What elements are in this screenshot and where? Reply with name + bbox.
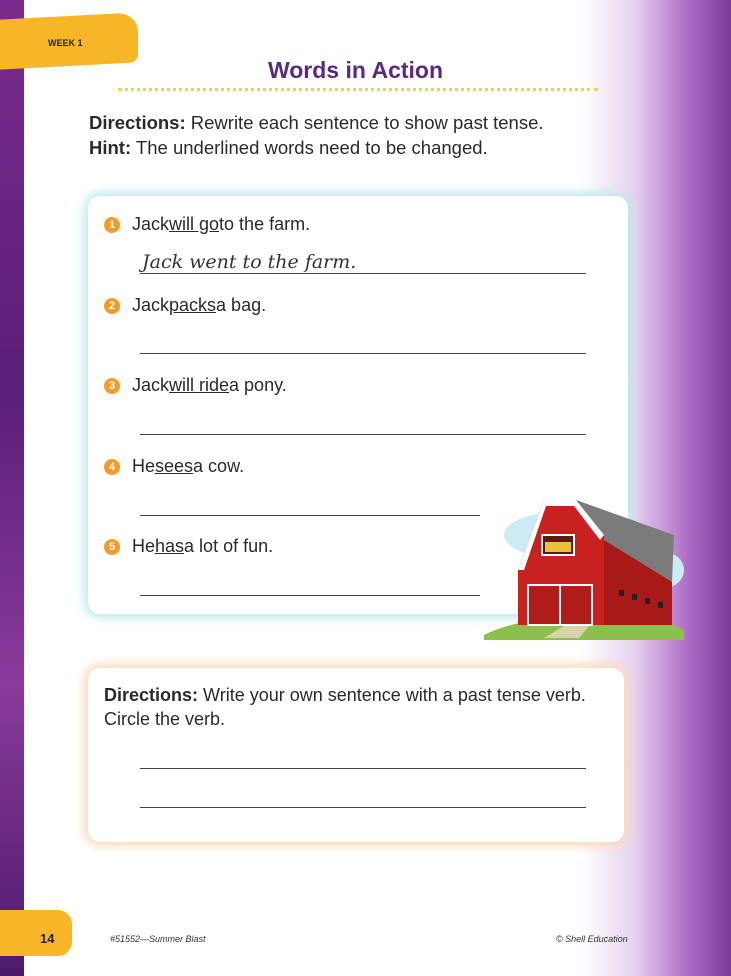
sentence-text: to the farm.: [219, 214, 311, 234]
list-item: [104, 214, 310, 235]
hint-label: Hint:: [89, 137, 132, 158]
answer-line[interactable]: [140, 273, 586, 274]
answer-line[interactable]: [140, 807, 586, 808]
sentence-text: He: [132, 456, 156, 476]
answer-line[interactable]: [140, 515, 480, 516]
answer-line[interactable]: [140, 434, 586, 435]
item-number: 4: [104, 459, 120, 475]
list-item: [104, 536, 273, 557]
footer-left: #51552—Summer Blast: [110, 934, 206, 944]
underlined-words: sees: [155, 456, 194, 476]
item-number: 5: [104, 539, 120, 555]
sentence-text: a pony.: [229, 375, 287, 395]
directions-text: Rewrite each sentence to show past tense.: [185, 112, 544, 133]
directions-label: Directions:: [89, 112, 186, 133]
item-number: 2: [104, 298, 120, 314]
underlined-words: has: [155, 536, 185, 556]
underlined-words: will ride: [169, 375, 230, 395]
barn-illustration: [484, 490, 684, 640]
answer-line[interactable]: [140, 353, 586, 354]
sentence-text: Jack: [132, 295, 170, 315]
directions: [89, 110, 544, 160]
directions-2-text: Write your own sentence with a past tense verb. Circle the verb.: [104, 685, 586, 729]
footer-right: © Shell Education: [556, 934, 628, 944]
page-title: Words in Action: [267, 57, 444, 83]
page-tab: [0, 910, 72, 956]
list-item: [104, 375, 287, 396]
directions-2-label: Directions:: [104, 685, 199, 705]
underlined-words: will go: [169, 214, 220, 234]
list-item: [104, 295, 266, 316]
week-label: WEEK 1: [48, 38, 83, 48]
answer-line[interactable]: [140, 595, 480, 596]
answer-line[interactable]: [140, 768, 586, 769]
item-number: 3: [104, 378, 120, 394]
underlined-words: packs: [169, 295, 217, 315]
sentence-text: a bag.: [216, 295, 267, 315]
sentence-text: He: [132, 536, 156, 556]
left-border: [0, 0, 24, 976]
answer-text[interactable]: Jack went to the farm.: [142, 251, 357, 273]
directions-2: [104, 683, 604, 731]
title-divider: [118, 88, 598, 91]
sentence-text: Jack: [132, 214, 170, 234]
sentence-text: a cow.: [193, 456, 245, 476]
page-number: 14: [40, 931, 55, 946]
hint-text: The underlined words need to be changed.: [131, 137, 488, 158]
item-number: 1: [104, 217, 120, 233]
sentence-text: a lot of fun.: [184, 536, 274, 556]
list-item: [104, 456, 244, 477]
sentence-text: Jack: [132, 375, 170, 395]
